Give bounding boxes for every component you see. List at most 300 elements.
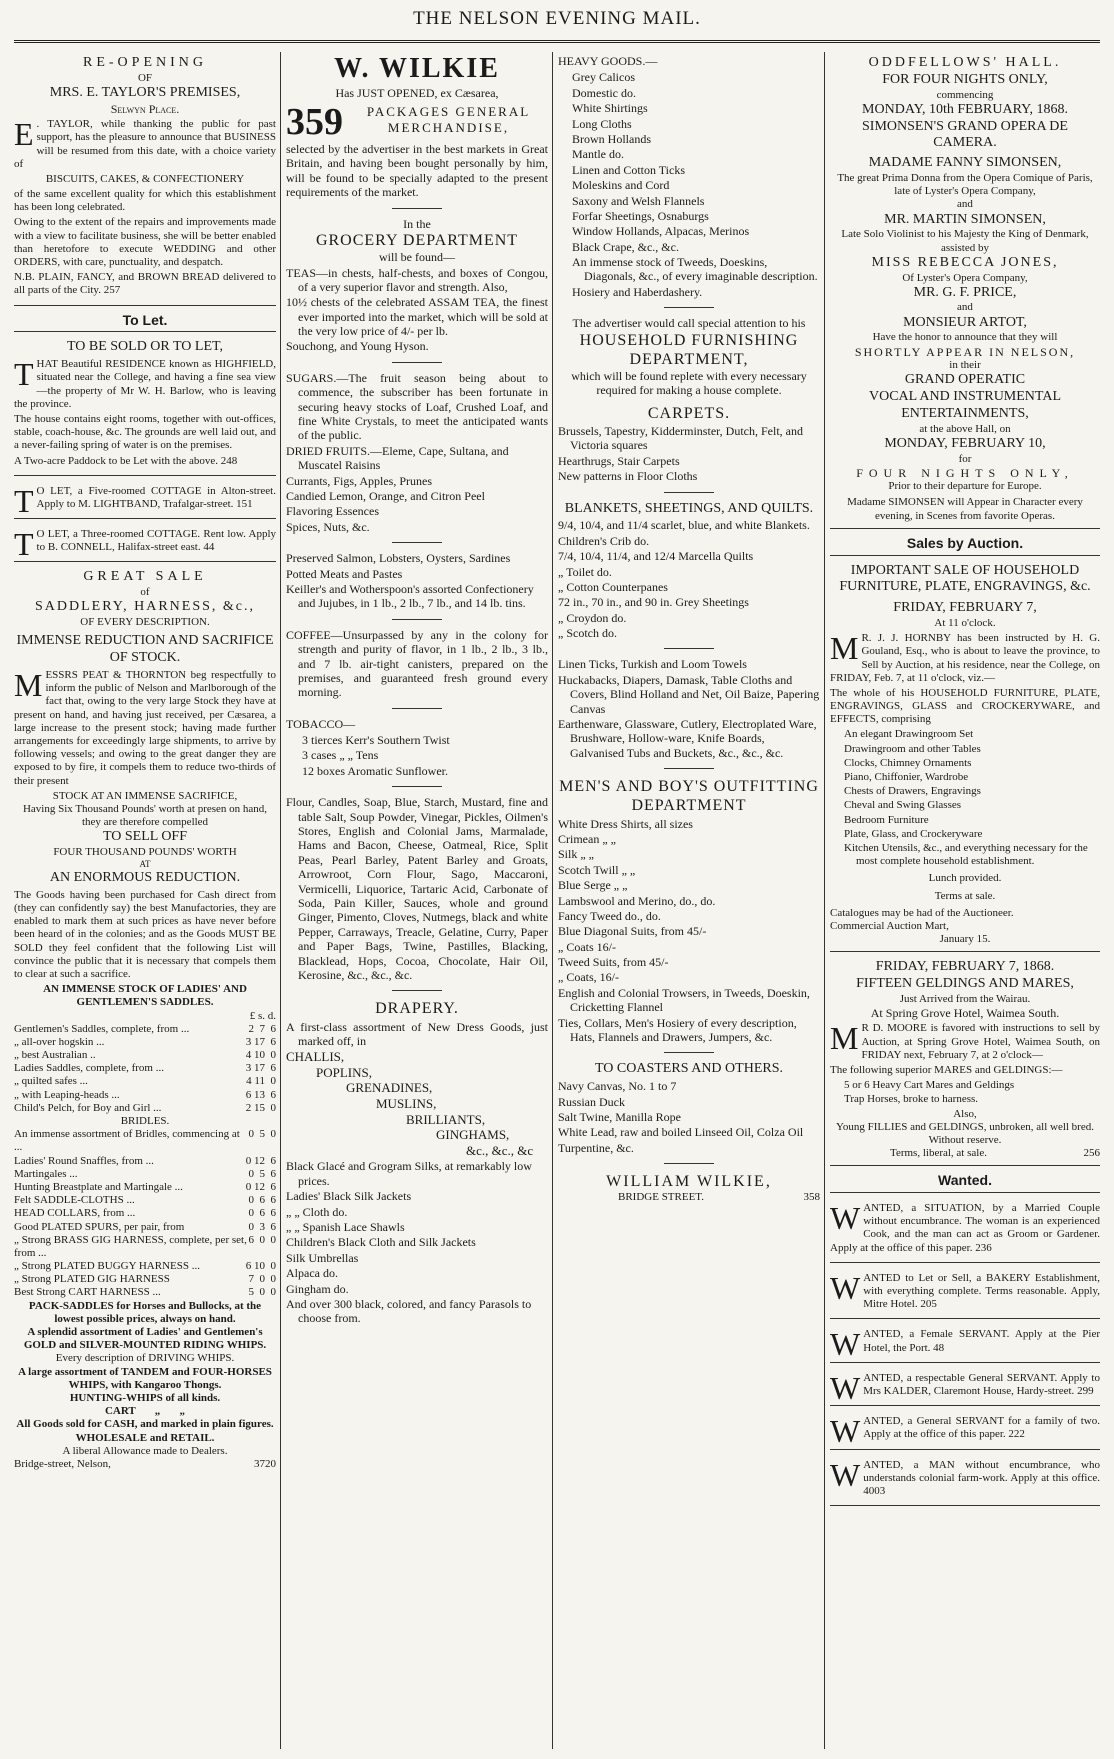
price-item: „ best Australian ..	[14, 1049, 96, 1062]
list-item: 9/4, 10/4, and 11/4 scarlet, blue, and white Blankets.	[558, 518, 810, 533]
list-item: Clocks, Chimney Ornaments	[844, 756, 972, 769]
ad-title: GREAT SALE	[83, 569, 207, 585]
list-item: Flavoring Essences	[286, 504, 379, 519]
masthead-rule	[14, 40, 1100, 43]
list-item: „ Cotton Counterpanes	[558, 579, 668, 594]
price-list-header: BRIDLES.	[120, 1115, 170, 1128]
column-3	[558, 52, 820, 1749]
ad-text: Commercial Auction Mart,	[830, 919, 949, 932]
ad-text: The following superior MARES and GELDINGS:—	[830, 1063, 1063, 1076]
list-item: White Dress Shirts, all sizes	[558, 816, 693, 831]
ad-text: Madame SIMONSEN will Appear in Character every evening, in Scenes from favorite Operas.	[847, 496, 1083, 522]
ad-text: The great Prima Donna from the Opera Comique of Paris, late of Lyster's Opera Company,	[837, 171, 1093, 198]
rule	[664, 1163, 714, 1164]
price-value: 6 0 0	[248, 1233, 276, 1246]
price-value: 4 10 0	[245, 1049, 276, 1062]
ad-heading: GRAND OPERATIC	[904, 372, 1026, 388]
list-item: Children's Black Cloth and Silk Jackets	[286, 1235, 476, 1250]
ad-heading: PACKAGES GENERAL MERCHANDISE,	[366, 103, 531, 135]
ad-heading: MADAME FANNY SIMONSEN,	[868, 155, 1062, 171]
list-item: Navy Canvas, No. 1 to 7	[558, 1079, 677, 1094]
fabric-item: POPLINS,	[316, 1064, 372, 1080]
ad-text: ANTED, a General SERVANT for a family of two. Apply at the office of this paper.	[863, 1415, 1100, 1441]
ad-number: 358	[803, 1191, 820, 1204]
ad-heading: FOR FOUR NIGHTS ONLY,	[882, 71, 1048, 87]
ad-subheading: Selwyn Place.	[110, 101, 180, 116]
wanted-text	[830, 1269, 1100, 1312]
horses-auction-ad	[830, 956, 1100, 1166]
rule	[392, 786, 442, 787]
price-item: „ Strong PLATED GIG HARNESS	[14, 1273, 170, 1286]
ad-number: 205	[920, 1298, 937, 1311]
list-item: Trap Horses, broke to harness.	[844, 1093, 979, 1106]
drop-cap: W	[830, 1413, 861, 1450]
wanted-text	[830, 1413, 1100, 1450]
item-list	[286, 444, 548, 534]
list-item: Spices, Nuts, &c.	[286, 519, 370, 534]
price-row	[14, 1286, 276, 1299]
price-list-header: AN IMMENSE STOCK OF LADIES' AND GENTLEMEN'S SADDLES.	[43, 983, 247, 1009]
ad-text: A liberal Allowance made to Dealers.	[62, 1444, 228, 1457]
ad-text: A splendid assortment of Ladies' and Gentlemen's GOLD and SILVER-MOUNTED RIDING WHIPS.	[23, 1326, 267, 1352]
fabric-item: CHALLIS,	[286, 1049, 345, 1065]
list-item: Brussels, Tapestry, Kidderminster, Dutch, Felt, and Victoria squares	[558, 423, 803, 453]
ad-text: January 15.	[939, 933, 991, 946]
item-list	[558, 518, 820, 640]
list-item: Chests of Drawers, Engravings	[844, 785, 981, 798]
ad-text: and	[957, 198, 973, 211]
list-item: „ Coats, 16/-	[558, 970, 619, 985]
list-item: Black Glacé and Grogram Silks, at remarkably low prices.	[286, 1159, 532, 1188]
list-item: Saxony and Welsh Flannels	[572, 193, 705, 208]
price-row	[14, 1260, 276, 1273]
drop-cap: M	[830, 1020, 859, 1057]
ad-heading: AN ENORMOUS REDUCTION.	[49, 870, 241, 886]
list-item: „ „ Spanish Lace Shawls	[286, 1220, 405, 1234]
price-value: 4 11 0	[246, 1075, 276, 1088]
list-item: „ „ Cloth do.	[286, 1204, 348, 1219]
currency-header: £ s. d.	[249, 1009, 276, 1022]
item-list	[558, 657, 820, 760]
list-item: Ties, Collars, Men's Hosiery of every description, Hats, Flannels and Drawers, Jumpers, &c.	[558, 1015, 797, 1045]
wanted-text	[830, 1326, 1100, 1363]
drop-cap: E	[14, 116, 34, 153]
taylor-ad	[14, 52, 276, 306]
list-item: 12 boxes Aromatic Sunflower.	[302, 763, 448, 778]
price-row	[14, 1181, 276, 1194]
ad-text: Apply at the office of this paper.	[830, 1241, 976, 1254]
ad-subheading: Has JUST OPENED, ex Cæsarea,	[335, 85, 499, 100]
price-item: „ with Leaping-heads ...	[14, 1088, 120, 1101]
ad-text: PACK-SADDLES for Horses and Bullocks, at the lowest possible prices, always on hand.	[28, 1299, 262, 1325]
list-item: Tweed Suits, from 45/-	[558, 955, 669, 970]
list-item: Silk „ „	[558, 847, 594, 862]
ad-text: ESSRS PEAT & THORNTON beg respectfully to inform the public of Nelson and Marlborough of the fact that, owing to the very large Stock they have at present on hand, and having just received, per Cæsarea, a large increase to the present stock; having made further arrangements for exceedingly large shipments, to arrive by following vessels; and owing to the great danger they are exposed to by fire, it compels them to reduce two-thirds of their present	[14, 669, 276, 787]
ad-number: 256	[1083, 1147, 1100, 1160]
list-item: Russian Duck	[558, 1094, 625, 1109]
list-item: Preserved Salmon, Lobsters, Oysters, Sardines	[286, 551, 511, 566]
ad-heading: FRIDAY, FEBRUARY 7, 1868.	[875, 959, 1055, 975]
list-item: An elegant Drawingroom Set	[844, 728, 974, 741]
price-row	[14, 1075, 276, 1088]
list-item: DRIED FRUITS.—Eleme, Cape, Sultana, and Muscatel Raisins	[286, 443, 509, 473]
list-item: Children's Crib do.	[558, 533, 650, 548]
list-item: White Shirtings	[572, 101, 648, 116]
fabric-item: BRILLIANTS,	[406, 1111, 486, 1127]
list-item: Domestic do.	[572, 85, 636, 100]
department-heading: BLANKETS, SHEETINGS, AND QUILTS.	[564, 500, 814, 516]
signature: WILLIAM WILKIE,	[606, 1173, 772, 1191]
list-item: Black Crape, &c., &c.	[572, 239, 679, 254]
list-item: New patterns in Floor Cloths	[558, 469, 698, 484]
ad-title: ODDFELLOWS' HALL.	[868, 55, 1062, 70]
list-item: „ Croydon do.	[558, 610, 627, 625]
ad-number: 151	[236, 497, 253, 510]
ad-number: 257	[103, 284, 121, 297]
ad-text: R. J. J. HORNBY has been instructed by H. G. Gouland, Esq., who is about to leave the province, to Sell by Auction, at his residence, near the College, on FRIDAY, Feb. 7, at 11 o'clock, viz.—	[830, 632, 1100, 684]
ad-text: ANTED, a Female SERVANT. Apply at the Pier Hotel, the Port.	[863, 1328, 1100, 1354]
list-item: Currants, Figs, Apples, Prunes	[286, 473, 433, 488]
ad-text: Just Arrived from the Wairau.	[899, 992, 1031, 1005]
opera-ad	[830, 52, 1100, 529]
wanted-list	[830, 1197, 1100, 1506]
price-list	[14, 1128, 276, 1194]
ad-address: BRIDGE STREET.	[618, 1191, 704, 1204]
wanted-text	[830, 1202, 1100, 1255]
price-item: Ladies' Round Snaffles, from ...	[14, 1154, 154, 1167]
drop-cap: T	[14, 356, 34, 393]
list-item: An immense stock of Tweeds, Doeskins, Diagonals, &c., of every imaginable description.	[572, 255, 818, 284]
list-item: Moleskins and Cord	[572, 178, 670, 193]
price-row	[14, 1089, 276, 1102]
list-item: „ Coats 16/-	[558, 939, 616, 954]
department-heading: TO COASTERS AND OTHERS.	[595, 1061, 783, 1077]
list-item: Blue Serge „ „	[558, 878, 628, 893]
ad-number: 44	[203, 541, 215, 554]
ad-heading: ENTERTAINMENTS,	[901, 405, 1029, 421]
drop-cap: W	[830, 1326, 861, 1363]
ad-text: N.B. PLAIN, FANCY, and BROWN BREAD delivered to all parts of the City.	[14, 271, 276, 297]
ad-text: Late Solo Violinist to his Majesty the King of Denmark, assisted by	[841, 228, 1089, 254]
ad-text: The house contains eight rooms, together with out-offices, stable, coach-house, &c. The grounds are well laid out, and a never-failing spring of water is on the premises.	[14, 412, 276, 452]
list-item: Salt Twine, Manilla Rope	[558, 1110, 681, 1125]
ad-text: selected by the advertiser in the best markets in Great Britain, and having been bought personally by him, will be found to be specially adapted to the present requirements of the market.	[286, 141, 548, 200]
section-header: Sales by Auction.	[830, 533, 1100, 556]
price-value: 6 13 6	[245, 1088, 276, 1101]
list-item: „ Scotch do.	[558, 626, 617, 641]
wanted-ad	[830, 1367, 1100, 1406]
ad-text: HUNTING-WHIPS of all kinds.	[69, 1391, 221, 1404]
ad-text: The advertiser would call special attention to his	[572, 316, 806, 331]
price-value: 0 6 6	[248, 1207, 276, 1220]
price-value: 0 5 0	[248, 1128, 276, 1141]
department-heading: DRAPERY.	[375, 1000, 459, 1018]
list-item: White Lead, raw and boiled Linseed Oil, Colza Oil	[558, 1125, 804, 1140]
price-item: „ quilted safes ...	[14, 1075, 88, 1088]
ad-text: ANTED, a MAN without encumbrance, who understands colonial farm-work. Apply at this office.	[863, 1458, 1100, 1484]
cottage-ad	[14, 480, 276, 519]
list-item: Forfar Sheetings, Osnaburgs	[572, 208, 709, 223]
ad-number: 48	[933, 1341, 945, 1354]
price-value: 3 17 6	[245, 1062, 276, 1075]
list-item: Ladies' Black Silk Jackets	[286, 1189, 412, 1204]
price-row	[14, 1036, 276, 1049]
list-item: Silk Umbrellas	[286, 1250, 359, 1265]
price-item: HEAD COLLARS, from ...	[14, 1207, 136, 1220]
ad-text: commencing	[936, 88, 994, 101]
wanted-text	[830, 1456, 1100, 1499]
item-list	[286, 733, 548, 778]
saddlery-ad	[14, 566, 276, 1476]
ad-text: Having Six Thousand Pounds' worth at presen on hand, they are therefore compelled	[22, 802, 268, 829]
price-row	[14, 1168, 276, 1181]
department-heading: CARPETS.	[647, 404, 731, 422]
ad-text: O LET, a Three-roomed COTTAGE. Rent low. Apply to B. CONNELL, Halifax-street east.	[36, 528, 276, 554]
ad-text: STOCK AT AN IMMENSE SACRIFICE,	[52, 789, 238, 802]
drop-cap: W	[830, 1200, 861, 1237]
ad-text: for	[958, 452, 972, 465]
wanted-text	[830, 1369, 1100, 1406]
fabric-item: MUSLINS,	[376, 1096, 437, 1112]
price-list	[14, 1023, 276, 1102]
price-value: 0 12 6	[245, 1154, 276, 1167]
price-item: „ all-over hogskin ...	[14, 1035, 105, 1048]
ad-text: Catalogues may be had of the Auctioneer.	[830, 906, 1014, 919]
ad-text: CART „ „	[104, 1405, 186, 1418]
price-row: Child's Pelch, for Boy and Girl ... 2 15 0	[14, 1101, 276, 1114]
list-item: 5 or 6 Heavy Cart Mares and Geldings	[844, 1079, 1015, 1092]
ad-heading: MONDAY, FEBRUARY 10,	[884, 435, 1046, 451]
list-item: „ Toilet do.	[558, 564, 612, 579]
ad-text: of the same excellent quality for which this establishment has been long celebrated.	[14, 188, 276, 214]
list-item: Earthenware, Glassware, Cutlery, Electroplated Ware, Brushware, Hollow-ware, Knife Boards, Galvanised Tubs and Buckets, &c., &c., &c.	[558, 717, 817, 760]
list-item: Turpentine, &c.	[558, 1140, 634, 1155]
list-item: Hearthrugs, Stair Carpets	[558, 453, 680, 468]
price-row	[14, 1049, 276, 1062]
ad-heading: MONDAY, 10th FEBRUARY, 1868.	[862, 101, 1068, 117]
rule	[392, 208, 442, 209]
list-item: Linen and Cotton Ticks	[572, 162, 686, 177]
ad-text: All Goods sold for CASH, and marked in plain figures.	[16, 1418, 274, 1431]
ad-text: SUGARS.—The fruit season being about to commence, the subscriber has been fortunate in securing heavy stocks of Loaf, Crushed Loaf, and fine White Crystals, to meet the anticipated wants of the public.	[286, 370, 548, 443]
ad-text: Terms at sale.	[934, 889, 996, 902]
item-list	[830, 1079, 1100, 1106]
rule	[392, 990, 442, 991]
rule	[392, 619, 442, 620]
column-divider	[552, 52, 553, 1749]
item-list	[286, 1159, 548, 1325]
department-heading: MEN'S AND BOY'S OUTFITTING DEPARTMENT	[559, 778, 819, 815]
wilkie-title: W. WILKIE	[334, 53, 500, 84]
ad-text: BISCUITS, CAKES, & CONFECTIONERY	[45, 172, 245, 185]
price-row	[14, 1194, 276, 1207]
ad-heading: TO SELL OFF	[102, 829, 187, 845]
price-value: 5 0 0	[248, 1286, 276, 1299]
auction-ad	[830, 560, 1100, 953]
ad-text: 10½ chests of the celebrated ASSAM TEA, the finest ever imported into the market, which will be sold at the very low price of 4/- per lb.	[286, 295, 548, 339]
ad-text: Flour, Candles, Soap, Blue, Starch, Mustard, fine and table Salt, Soup Powder, Vinegar, Pickles, Oilmen's Stores, English and Colonial Jams, Marmalade, Hams and Bacon, Cheese, Oatmeal, Rice, Split Peas, Pearl Barley, Patent Barley and Groats, Arrowroot, Corn Flour, Sago, Maccaroni, Vermicelli, Liquorice, Tartaric Acid, Carbonate of Soda, Pain Killer, Sauces, whole and ground Ginger, Pimento, Cloves, Nutmegs, black and white Pepper, Carraways, Treacle, Gelatine, Curry, Paper and Paper Bags, Twine, Pastilles, Blacking, Blacklead, Hops, Cocoa, Chocolate, Hair Oil, Kerosine, &c., &c., &c.	[286, 795, 548, 982]
list-item: Plate, Glass, and Crockeryware	[844, 827, 983, 840]
price-item: Best Strong CART HARNESS ...	[14, 1286, 161, 1299]
ad-text: FOUR THOUSAND POUNDS' WORTH	[53, 846, 237, 859]
ad-text: In the	[403, 216, 431, 231]
list-item: Blue Diagonal Suits, from 45/-	[558, 924, 707, 939]
ad-title: FIFTEEN GELDINGS AND MARES,	[856, 976, 1074, 992]
ad-heading: FRIDAY, FEBRUARY 7,	[893, 600, 1037, 616]
ad-text: Lunch provided.	[928, 872, 1002, 885]
ad-text: Souchong, and Young Hyson.	[286, 339, 429, 354]
item-list	[558, 817, 820, 1045]
fabric-item: GINGHAMS,	[436, 1127, 510, 1143]
price-row	[14, 1062, 276, 1075]
price-item: Martingales ...	[14, 1167, 78, 1180]
list-item: Kitchen Utensils, &c., and everything necessary for the most complete household establishment.	[844, 841, 1088, 868]
ad-text: TEAS—in chests, half-chests, and boxes of Congou, of a very superior flavor and strength. Also,	[286, 265, 548, 294]
ad-number: 3720	[254, 1457, 276, 1470]
ad-text: OF	[137, 71, 153, 84]
rule	[392, 708, 442, 709]
price-value: 0 6 6	[248, 1194, 276, 1207]
ad-number: 299	[1077, 1384, 1094, 1397]
ad-heading: FOUR NIGHTS ONLY,	[856, 465, 1074, 480]
ad-text: will be found—	[379, 250, 455, 265]
ad-text: R D. MOORE is favored with instructions to sell by Auction, at Spring Grove Hotel, Waimea South, on FRIDAY next, February 7, at 2 o'clock—	[861, 1022, 1100, 1061]
price-value: 0 5 6	[248, 1167, 276, 1180]
list-item: Long Cloths	[572, 116, 632, 131]
department-heading: HOUSEHOLD FURNISHING DEPARTMENT,	[579, 331, 799, 368]
highfield-ad	[14, 336, 276, 475]
ad-address: Bridge-street, Nelson,	[14, 1457, 111, 1470]
ad-text: Also,	[953, 1107, 977, 1120]
list-item: 7/4, 10/4, 11/4, and 12/4 Marcella Quilts	[558, 549, 754, 564]
item-list	[558, 1079, 820, 1155]
ad-text: Without reserve.	[928, 1133, 1002, 1146]
ad-text: Prior to their departure for Europe.	[888, 480, 1042, 493]
ad-title: TO BE SOLD OR TO LET,	[66, 339, 224, 355]
ad-text: O LET, a Five-roomed COTTAGE in Alton-street. Apply to M. LIGHTBAND, Trafalgar-street.	[36, 484, 276, 510]
drop-cap: T	[14, 482, 34, 519]
column-divider	[280, 52, 281, 1749]
item-list	[286, 551, 548, 611]
list-item: 3 tierces Kerr's Southern Twist	[302, 733, 450, 748]
ad-text: and	[957, 301, 973, 314]
drop-cap: M	[830, 630, 859, 667]
list-item: Alpaca do.	[286, 1266, 338, 1281]
section-header: To Let.	[14, 310, 276, 333]
drop-cap: W	[830, 1269, 861, 1306]
list-item: Window Hollands, Alpacas, Merinos	[572, 224, 750, 239]
price-row	[14, 1128, 276, 1154]
price-row	[14, 1023, 276, 1036]
ad-text: HAT Beautiful RESIDENCE known as HIGHFIELD, situated near the College, and having a fine sea view—the property of Mr W. H. Barlow, who is leaving the province.	[14, 358, 276, 410]
ad-text: Have the honor to announce that they will	[872, 331, 1058, 344]
drop-cap: M	[14, 667, 43, 704]
ad-text: At Spring Grove Hotel, Waimea South.	[870, 1006, 1060, 1021]
ad-heading: SHORTLY APPEAR IN NELSON,	[854, 344, 1076, 359]
column-divider	[824, 52, 825, 1749]
ad-title: RE-OPENING	[83, 55, 207, 70]
ad-text: Owing to the extent of the repairs and improvements made with a view to facilitate business, she will be better enabled than heretofore to execute WEDDING and other ORDERS, with care, punctuality, and despatch.	[14, 216, 276, 269]
ad-text: ANTED, a respectable General SERVANT. Apply to Mrs KALDER, Claremont House, Hardy-street.	[863, 1371, 1100, 1397]
list-item: Hosiery and Haberdashery.	[572, 284, 703, 299]
ad-number: 236	[975, 1241, 992, 1254]
rule	[664, 648, 714, 649]
ad-text: at the above Hall, on	[919, 422, 1011, 435]
list-item: Grey Calicos	[572, 70, 635, 85]
item-list	[558, 424, 820, 484]
price-item: Good PLATED SPURS, per pair, from	[14, 1220, 185, 1233]
ad-number: 4003	[863, 1484, 886, 1497]
rule	[664, 768, 714, 769]
ad-text: COFFEE—Unsurpassed by any in the colony for strength and purity of flavor, in 1 lb., 2 lb., 3 lb., and 7 lb. air-tight canisters, prepared on the premises, and guaranteed fresh ground every morning.	[286, 627, 548, 700]
fabric-item: GRENADINES,	[346, 1080, 433, 1096]
item-list	[830, 728, 1100, 868]
price-row	[14, 1221, 276, 1234]
list-item: Piano, Chiffonier, Wardrobe	[844, 771, 969, 783]
price-item: Hunting Breastplate and Martingale ...	[14, 1180, 183, 1193]
price-value: 2 7 6	[248, 1022, 276, 1035]
ad-text: The Goods having been purchased for Cash direct from (they can confidently say) the best Manufactories, they are enabled to mark them at such prices as have never before been heard of in the colonies; and as the Goods MUST BE SOLD they feel confident that the following List will convince the public that it is necessary that compels them to clear at such a sacrifice.	[14, 888, 276, 980]
ad-text: OF EVERY DESCRIPTION.	[80, 616, 210, 629]
price-item: Ladies Saddles, complete, from ...	[14, 1062, 164, 1075]
ad-text: Of Lyster's Opera Company,	[902, 271, 1028, 284]
price-item: Felt SADDLE-CLOTHS ...	[14, 1194, 135, 1207]
price-list	[14, 1194, 276, 1300]
price-item: „ Strong BRASS GIG HARNESS, complete, per set, from ...	[14, 1233, 247, 1259]
list-item: Bedroom Furniture	[844, 813, 929, 826]
ad-heading: VOCAL AND INSTRUMENTAL	[868, 389, 1062, 405]
list-item: And over 300 black, colored, and fancy Parasols to choose from.	[286, 1296, 532, 1326]
list-item: Huckabacks, Diapers, Damask, Table Cloths and Covers, Blind Holland and Net, Oil Baize, Papering Canvas	[558, 672, 820, 716]
fabric-item: &c., &c., &c	[466, 1142, 534, 1158]
column-2	[286, 52, 548, 1749]
drop-cap: W	[830, 1456, 861, 1493]
list-item: Scotch Twill „ „	[558, 862, 636, 877]
list-item: Keiller's and Wotherspoon's assorted Confectionery and Jujubes, in 1 lb., 2 lb., 7 lb., and 14 lb. tins.	[286, 581, 534, 611]
list-item: Cheval and Swing Glasses	[844, 799, 962, 812]
ad-text: Terms, liberal, at sale.	[890, 1147, 987, 1160]
list-item: English and Colonial Trowsers, in Tweeds, Doeskin, Cricketting Flannel	[558, 985, 810, 1015]
list-item: Mantle do.	[572, 147, 624, 162]
wanted-ad	[830, 1197, 1100, 1263]
ad-text: A large assortment of TANDEM and FOUR-HORSES WHIPS, with Kangaroo Thongs.	[18, 1365, 272, 1391]
ad-text: Young FILLIES and GELDINGS, unbroken, all well bred.	[836, 1120, 1094, 1133]
list-item: Lambswool and Merino, do., do.	[558, 893, 716, 908]
ad-heading: SIMONSEN'S GRAND OPERA DE CAMERA.	[862, 118, 1068, 151]
ad-text: ANTED to Let or Sell, a BAKERY Establishment, with everything complete. Terms reasonable. Apply, Mitre Hotel.	[863, 1271, 1100, 1311]
price-item: Gentlemen's Saddles, complete, from ...	[14, 1022, 190, 1035]
ad-heading: MR. G. F. PRICE,	[913, 284, 1017, 300]
list-item: Gingham do.	[286, 1281, 349, 1296]
ad-number: 222	[1008, 1428, 1025, 1441]
list-item: 72 in., 70 in., and 90 in. Grey Sheetings	[558, 595, 749, 610]
ad-number: 248	[220, 454, 238, 467]
ad-text: of	[140, 586, 150, 599]
section-header: Wanted.	[830, 1170, 1100, 1193]
masthead: THE NELSON EVENING MAIL.	[413, 8, 701, 29]
price-row	[14, 1234, 276, 1260]
rule	[392, 542, 442, 543]
ad-title: IMPORTANT SALE OF HOUSEHOLD FURNITURE, PLATE, ENGRAVINGS, &c.	[839, 562, 1091, 595]
wanted-ad	[830, 1323, 1100, 1362]
rule	[664, 307, 714, 308]
rule	[664, 492, 714, 493]
ad-text: in their	[949, 359, 981, 372]
ad-heading: MISS REBECCA JONES,	[871, 254, 1059, 270]
wanted-ad	[830, 1410, 1100, 1449]
price-value: 6 10 0	[245, 1260, 276, 1273]
ad-text: A Two-acre Paddock to be Let with the above.	[14, 454, 218, 467]
